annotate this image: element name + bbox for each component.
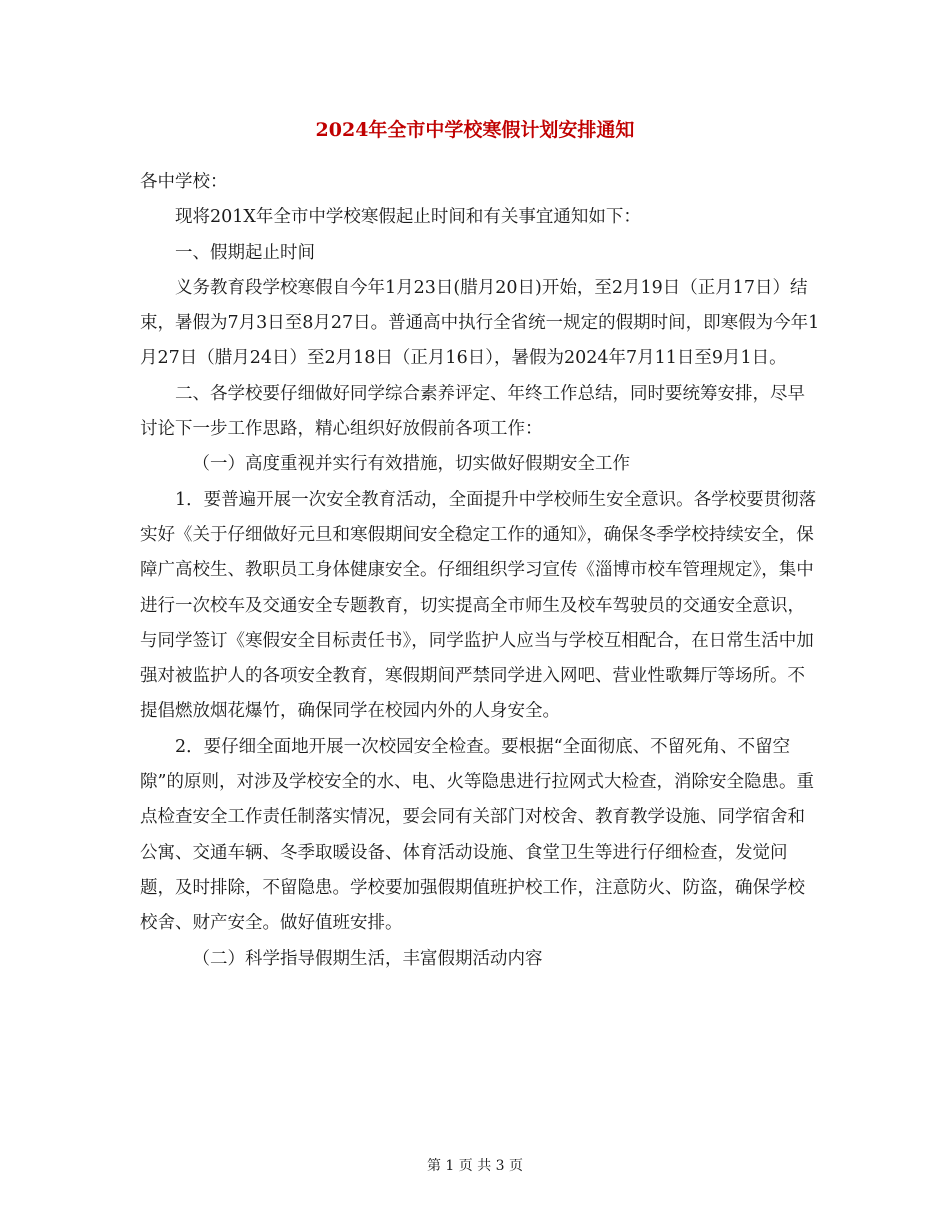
intro-paragraph: 现将201X年全市中学校寒假起止时间和有关事宜通知如下： <box>175 207 641 228</box>
section-heading-2: 二、各学校要仔细做好同学综合素养评定、年终工作总结，同时要统筹安排，尽早讨论下一步工作思路，精心组织好放假前各项工作： <box>140 383 805 440</box>
subsection-heading-2: （二）科学指导假期生活，丰富假期活动内容 <box>192 948 543 969</box>
page-number: 第 1 页 共 3 页 <box>426 1158 524 1174</box>
subsection-heading-1: （一）高度重视并实行有效措施，切实做好假期安全工作 <box>192 454 630 475</box>
document-body <box>140 165 820 977</box>
document-title: 2024年全市中学校寒假计划安排通知 <box>315 119 635 141</box>
salutation: 各中学校： <box>140 172 228 192</box>
safety-inspection-paragraph: 2．要仔细全面地开展一次校园安全检查。要根据“全面彻底、不留死角、不留空隙”的原则，对涉及学校安全的水、电、火等隐患进行拉网式大检查，消除安全隐患。重点检查安全工作责任制落实情况，要会同有关部门对校舍、教育教学设施、同学宿舍和公寓、交通车辆、冬季取暖设备、体育活动设施、食堂卫生等进行仔细检查，发觉问题，及时排除，不留隐患。学校要加强假期值班护校工作，注意防火、防盗，确保学校校舍、财产安全。做好值班安排。 <box>140 736 814 934</box>
section-heading-1: 一、假期起止时间 <box>175 242 315 263</box>
safety-education-paragraph: 1．要普遍开展一次安全教育活动，全面提升中学校师生安全意识。各学校要贯彻落实好《关于仔细做好元旦和寒假期间安全稳定工作的通知》，确保冬季学校持续安全，保障广高校生、教职员工身体健康安全。仔细组织学习宣传《淄博市校车管理规定》，集中进行一次校车及交通安全专题教育，切实提高全市师生及校车驾驶员的交通安全意识，与同学签订《寒假安全目标责任书》，同学监护人应当与学校互相配合，在日常生活中加强对被监护人的各项安全教育，寒假期间严禁同学进入网吧、营业性歌舞厅等场所。不提倡燃放烟花爆竹，确保同学在校园内外的人身安全。 <box>140 489 817 722</box>
holiday-dates-paragraph: 义务教育段学校寒假自今年1月23日(腊月20日)开始，至2月19日（正月17日）结束，暑假为7月3日至8月27日。普通高中执行全省统一规定的假期时间，即寒假为今年1月27日（腊月24日）至2月18日（正月16日），暑假为2024年7月11日至9月1日。 <box>140 277 820 369</box>
